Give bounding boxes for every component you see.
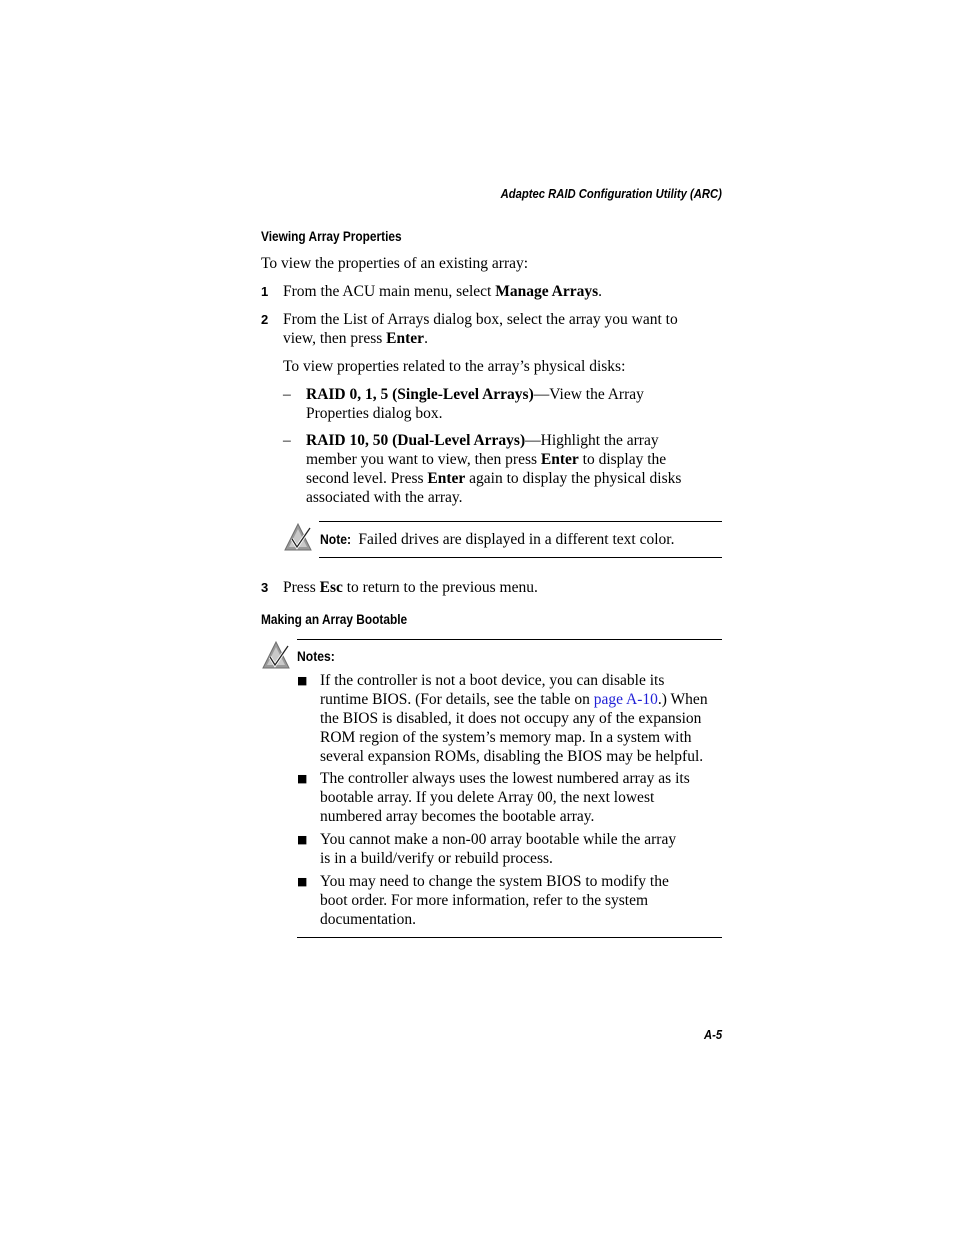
step-number-1: 1	[261, 284, 269, 299]
step-number-2: 2	[261, 312, 269, 327]
step-2-sub-intro: To view properties related to the array’s physical disks:	[283, 358, 626, 375]
dash-item-raid-single-level: RAID 0, 1, 5 (Single-Level Arrays)—View the Array Properties dialog box.	[306, 386, 644, 422]
step-number-3: 3	[261, 580, 269, 595]
dash-marker-1: –	[283, 386, 291, 403]
note-bottom-rule	[319, 557, 722, 558]
bullet-square-icon: ■	[297, 875, 308, 888]
dash-item-raid-dual-level: RAID 10, 50 (Dual-Level Arrays)—Highlight the array member you want to view, then press Enter to display the second level. Press Enter again to display the physical disks associated with the array.	[306, 432, 682, 506]
notes-top-rule	[297, 639, 722, 640]
notes-pencil-check-icon	[262, 640, 290, 670]
notes-label: Notes:	[297, 649, 335, 664]
bullet-square-icon: ■	[297, 674, 308, 687]
running-head: Adaptec RAID Configuration Utility (ARC)	[500, 187, 722, 201]
bullet-item-1: If the controller is not a boot device, you can disable its runtime BIOS. (For details, see the table on page A-10.) When the BIOS is disabled, it does not occupy any of the expansion ROM region of the system’s memory map. In a system with several expansion ROMs, disabling the BIOS may be helpful.	[320, 672, 708, 765]
intro-text: To view the properties of an existing array:	[261, 255, 529, 272]
note-pencil-check-icon	[284, 522, 312, 552]
bullet-square-icon: ■	[297, 833, 308, 846]
section-heading-making-array-bootable: Making an Array Bootable	[261, 612, 408, 627]
key-enter: Enter	[386, 330, 425, 347]
step-1-text: From the ACU main menu, select Manage Arrays.	[283, 283, 602, 300]
notes-bottom-rule	[297, 937, 722, 938]
note-text: Note: Failed drives are displayed in a different text color.	[320, 531, 675, 548]
bullet-square-icon: ■	[297, 772, 308, 785]
page-number: A-5	[703, 1028, 722, 1042]
menu-option-manage-arrays: Manage Arrays	[495, 283, 599, 300]
section-heading-viewing-array-properties: Viewing Array Properties	[261, 229, 402, 244]
dash-marker-2: –	[283, 432, 291, 449]
note-top-rule	[319, 521, 722, 522]
link-page-a-10[interactable]: page A-10	[593, 691, 658, 708]
step-3-text: Press Esc to return to the previous menu.	[283, 579, 538, 596]
bullet-item-4: You may need to change the system BIOS to modify the boot order. For more information, refer to the system documentation.	[320, 873, 669, 928]
key-esc: Esc	[319, 579, 343, 596]
step-2-text: From the List of Arrays dialog box, select the array you want to view, then press Enter.	[283, 311, 678, 347]
bullet-item-2: The controller always uses the lowest numbered array as its bootable array. If you delete Array 00, the next lowest numbered array becomes the bootable array.	[320, 770, 690, 825]
bullet-item-3: You cannot make a non-00 array bootable while the array is in a build/verify or rebuild process.	[320, 831, 677, 867]
